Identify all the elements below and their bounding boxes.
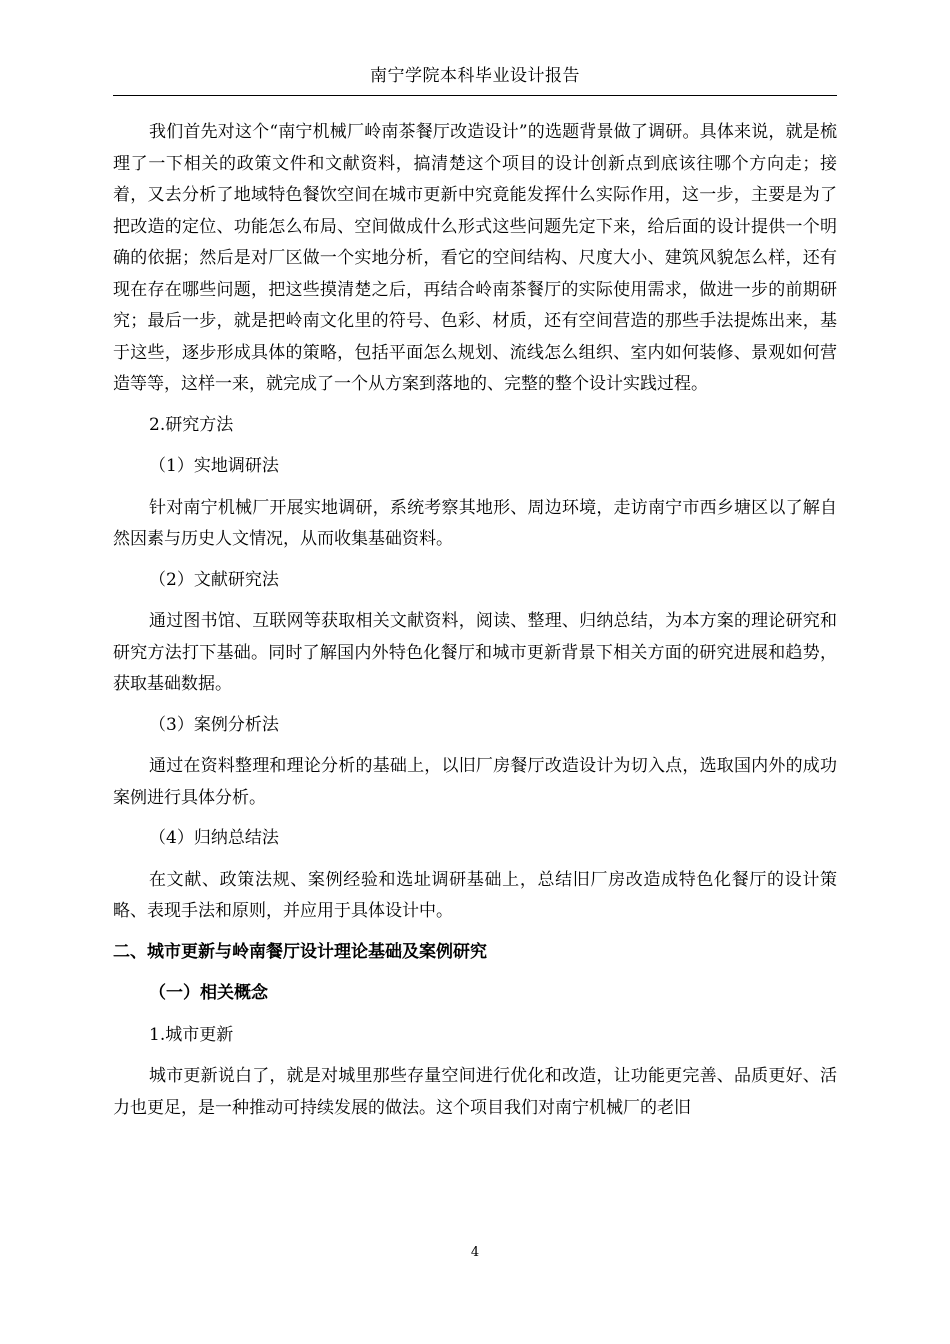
page-number: 4 [470, 1245, 480, 1260]
section-two-title: 二、城市更新与岭南餐厅设计理论基础及案例研究 [113, 941, 487, 962]
concept-urban-renewal-text: 城市更新说白了，就是对城里那些存量空间进行优化和改造，让功能更完善、品质更好、活力也更足，是一种推动可持续发展的做法。这个项目我们对南宁机械厂的老旧 [113, 1066, 837, 1118]
concept-urban-renewal-title: 1.城市更新 [149, 1024, 234, 1045]
subsection-concepts-title: （一）相关概念 [149, 983, 268, 1003]
intro-paragraph: 我们首先对这个“南宁机械厂岭南茶餐厅改造设计”的选题背景做了调研。具体来说，就是梳理了一下相关的政策文件和文献资料，搞清楚这个项目的设计创新点到底该往哪个方向走；接着，又去分析了地域特色餐饮空间在城市更新中究竟能发挥什么实际作用，这一步，主要是为了把改造的定位、功能怎么布局、空间做成什么形式这些问题先定下来，给后面的设计提供一个明确的依据；然后是对厂区做一个实地分析，看它的空间结构、尺度大小、建筑风貌怎么样，还有现在存在哪些问题，把这些摸清楚之后，再结合岭南茶餐厅的实际使用需求，做进一步的前期研究；最后一步，就是把岭南文化里的符号、色彩、材质，还有空间营造的那些手法提炼出来，基于这些，逐步形成具体的策略，包括平面怎么规划、流线怎么组织、室内如何装修、景观如何营造等等，这样一来，就完成了一个从方案到落地的、完整的整个设计实践过程。 [113, 122, 837, 394]
method-field-survey-text: 针对南宁机械厂开展实地调研，系统考察其地形、周边环境，走访南宁市西乡塘区以了解自然因素与历史人文情况，从而收集基础资料。 [113, 497, 837, 549]
method-summary-text: 在文献、政策法规、案例经验和选址调研基础上，总结旧厂房改造成特色化餐厅的设计策略、表现手法和原则，并应用于具体设计中。 [113, 869, 837, 921]
running-header: 南宁学院本科毕业设计报告 [370, 66, 580, 86]
header-divider [113, 95, 837, 96]
method-case-analysis-title: （3）案例分析法 [149, 714, 279, 735]
method-field-survey-title: （1）实地调研法 [149, 456, 279, 476]
body-text [113, 117, 837, 1133]
method-literature-text: 通过图书馆、互联网等获取相关文献资料，阅读、整理、归纳总结，为本方案的理论研究和研究方法打下基础。同时了解国内外特色化餐厅和城市更新背景下相关方面的研究进展和趋势，获取基础数据。 [113, 611, 837, 694]
method-literature-title: （2）文献研究法 [149, 569, 279, 590]
method-case-analysis-text: 通过在资料整理和理论分析的基础上，以旧厂房餐厅改造设计为切入点，选取国内外的成功案例进行具体分析。 [113, 756, 837, 808]
method-summary-title: （4）归纳总结法 [149, 828, 279, 848]
research-methods-heading: 2.研究方法 [149, 414, 234, 435]
